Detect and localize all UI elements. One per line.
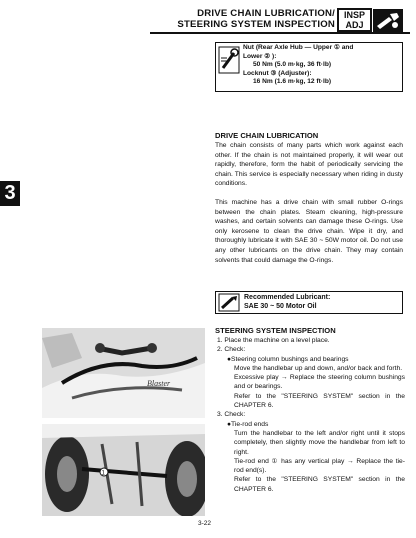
chain-heading: DRIVE CHAIN LUBRICATION bbox=[215, 131, 319, 140]
atv-handlebar-illustration bbox=[42, 328, 205, 418]
steering-heading: STEERING SYSTEM INSPECTION bbox=[215, 326, 336, 335]
step-3: 3. Check: bbox=[217, 411, 246, 419]
tie-rod-photo bbox=[42, 424, 205, 516]
lubricant-text bbox=[244, 293, 330, 311]
step-3-text-2: Tie-rod end ① has any vertical play → Replace the tie-rod end(s). bbox=[234, 457, 405, 475]
step-2-bullet: ●Steering column bushings and bearings bbox=[227, 355, 349, 363]
step-2: 2. Check: bbox=[217, 346, 246, 354]
badge-line-2: ADJ bbox=[345, 19, 364, 30]
step-3-bullet: ●Tie-rod ends bbox=[227, 420, 269, 428]
page-number: 3-22 bbox=[198, 520, 212, 527]
tie-rod-callout-1: 1 bbox=[101, 470, 105, 477]
step-2-text-1: Move the handlebar up and down, and/or back and forth. bbox=[234, 364, 403, 372]
lubricant-label: Recommended Lubricant: bbox=[244, 294, 331, 301]
nut-label: Nut (Rear Axle Hub — Upper ① and bbox=[243, 44, 354, 51]
chapter-tab: 3 bbox=[0, 181, 20, 206]
title-underline bbox=[150, 32, 410, 34]
blaster-decal: Blaster bbox=[147, 379, 171, 388]
steering-steps bbox=[217, 336, 405, 494]
tools-icon bbox=[373, 9, 403, 32]
insp-adj-badge bbox=[337, 8, 372, 32]
locknut-torque-value: 16 Nm (1.6 m·kg, 12 ft·lb) bbox=[253, 78, 332, 86]
oil-can-icon bbox=[218, 293, 240, 312]
chain-para-2: This machine has a drive chain with small rubber O-rings between the chain plates. Steam cleaning, high-pressure washes, and certain solvents can damage these O-rings. Use only kerosene to clean the drive chain. Wipe it dry, and thoroughly lubricate it with SAE 30 ~ 50W motor oil. Do not use any other lubricants on the drive chain. They may contain solvents that could damage the O-rings. bbox=[215, 199, 403, 264]
step-1: 1. Place the machine on a level place. bbox=[217, 337, 330, 344]
step-3-text-3: Refer to the "STEERING SYSTEM" section in the CHAPTER 6. bbox=[234, 476, 405, 493]
badge-line-1: INSP bbox=[343, 10, 365, 20]
title-line-2: STEERING SYSTEM INSPECTION bbox=[177, 19, 335, 30]
nut-label-cont: Lower ② ): bbox=[243, 52, 277, 60]
step-3-text-1: Turn the handlebar to the left and/or right until it stops completely, then slightly move the handlebar from left to right. bbox=[234, 429, 405, 456]
page-title bbox=[177, 8, 335, 30]
chain-para-1: The chain consists of many parts which work against each other. If the chain is not maintained properly, it will wear out rapidly, therefore, form the habit of periodically servicing the chain. This service is especially necessary when riding in dusty conditions. bbox=[215, 142, 403, 188]
torque-wrench-icon bbox=[218, 46, 240, 74]
title-line-1: DRIVE CHAIN LUBRICATION/ bbox=[197, 8, 335, 19]
tie-rod-illustration bbox=[42, 424, 205, 516]
nut-torque-value: 50 Nm (5.0 m·kg, 36 ft·lb) bbox=[253, 61, 332, 69]
step-2-text-2: Excessive play → Replace the steering column bushings and or bearings. bbox=[234, 374, 405, 391]
handlebar-photo bbox=[42, 328, 205, 418]
lubricant-value: SAE 30 ~ 50 Motor Oil bbox=[244, 303, 317, 310]
torque-spec-text bbox=[243, 44, 403, 87]
step-2-text-3: Refer to the "STEERING SYSTEM" section in the CHAPTER 6. bbox=[234, 392, 405, 410]
locknut-label: Locknut ③ (Adjuster): bbox=[243, 69, 312, 77]
